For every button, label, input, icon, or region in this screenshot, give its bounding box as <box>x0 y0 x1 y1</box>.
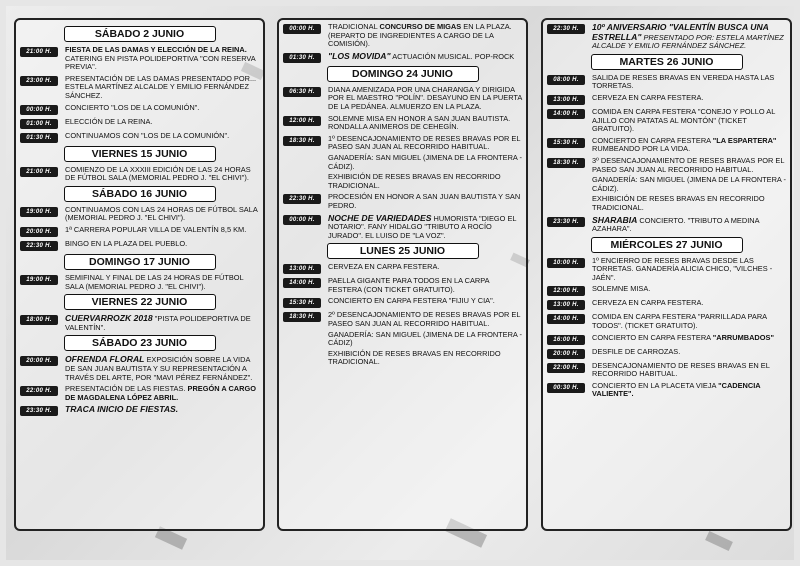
event-time-badge: 01:30 H. <box>20 133 58 143</box>
event-strong: FIESTA DE LAS DAMAS Y ELECCIÓN DE LA REINA. <box>65 45 247 54</box>
day-header: DOMINGO 17 JUNIO <box>64 254 216 270</box>
event-description <box>65 75 259 101</box>
event-text: DESFILE DE CARROZAS. <box>592 346 681 356</box>
event-time-badge: 22:30 H. <box>547 24 585 34</box>
event-presenter: PRESENTADO POR: ESTELA MARTÍNEZ ALCALDE Y EMILIO FERNÁNDEZ SÁNCHEZ. <box>592 32 784 51</box>
event-time-badge: 00:00 H. <box>283 24 321 34</box>
event-text: PROCESIÓN EN HONOR A SAN JUAN BAUTISTA Y SAN PEDRO. <box>328 192 521 210</box>
event-strong: "ARRUMBADOS" <box>712 332 774 342</box>
event-description <box>592 299 786 308</box>
event-time-badge: 18:30 H. <box>283 136 321 146</box>
event-time-badge: 14:00 H. <box>547 109 585 119</box>
day-header: MIÉRCOLES 27 JUNIO <box>591 237 743 253</box>
event-row <box>20 118 259 129</box>
event-description <box>65 118 259 127</box>
event-description <box>592 216 786 234</box>
event-row <box>283 263 522 274</box>
event-text: CATERING EN PISTA POLIDEPORTIVA "CON RESERVA PREVIA". <box>65 53 256 72</box>
event-description <box>328 297 522 306</box>
event-description <box>65 240 259 249</box>
event-description <box>592 74 786 91</box>
day-header: SÁBADO 16 JUNIO <box>64 186 216 202</box>
event-text: COMIDA EN CARPA FESTERA "CONEJO Y POLLO AL AJILLO CON PATATAS AL MONTÓN" (TICKET GRATUITO). <box>592 106 776 134</box>
event-text: PAELLA GIGANTE PARA TODOS EN LA CARPA FESTERA (CON TICKET GRATUITO). <box>328 276 490 294</box>
event-text: 2º DESENCAJONAMIENTO DE RESES BRAVAS POR EL PASEO SAN JUAN AL RECORRIDO HABITUAL. <box>328 310 521 329</box>
event-row <box>547 285 786 296</box>
event-text: CERVEZA EN CARPA FESTERA. <box>592 92 704 102</box>
event-row <box>283 311 522 367</box>
event-time-badge: 10:00 H. <box>547 258 585 268</box>
event-highlight: OFRENDA FLORAL <box>65 354 145 365</box>
event-time-badge: 06:30 H. <box>283 87 321 97</box>
event-text: CONCIERTO. <box>639 215 686 225</box>
event-row <box>547 299 786 310</box>
event-time-badge: 20:00 H. <box>20 227 58 237</box>
event-text: PRESENTACIÓN DE LAS FIESTAS. <box>65 384 186 394</box>
event-row <box>20 166 259 183</box>
event-row <box>547 137 786 154</box>
event-strong: "LA ESPARTERA" <box>712 135 777 145</box>
event-text: COMIENZO DE LA XXXIII EDICIÓN DE LAS 24 HORAS DE FÚTBOL SALA (MEMORIAL PEDRO J. "EL CHIVI"). <box>65 164 251 183</box>
event-description <box>592 257 786 283</box>
event-row <box>20 405 259 416</box>
event-time-badge: 19:00 H. <box>20 275 58 285</box>
event-text: 3º DESENCAJONAMIENTO DE RESES BRAVAS POR EL PASEO SAN JUAN AL RECORRIDO HABITUAL. <box>592 155 785 174</box>
event-text: PRESENTACIÓN DE LAS DAMAS PRESENTADO POR... ESTELA MARTÍNEZ ALCALDE Y EMILIO FERNÁNDEZ SÁNCHEZ. <box>65 73 257 100</box>
event-row <box>547 94 786 105</box>
event-description <box>592 382 786 399</box>
event-row <box>20 355 259 382</box>
event-strong: PREGÓN A CARGO DE MAGDALENA LÓPEZ ABRIL. <box>65 384 256 402</box>
event-subline: GANADERÍA: SAN MIGUEL (JIMENA DE LA FRONTERA - CÁDIZ). <box>328 152 522 171</box>
event-description <box>65 274 259 291</box>
event-text: 1ª CARRERA POPULAR VILLA DE VALENTÍN 8,5 KM. <box>65 224 247 234</box>
event-time-badge: 00:30 H. <box>547 383 585 393</box>
event-description <box>65 132 259 141</box>
event-row <box>547 216 786 234</box>
event-time-badge: 00:00 H. <box>20 105 58 115</box>
event-text: ACTUACIÓN MUSICAL. <box>392 51 473 61</box>
event-time-badge: 14:00 H. <box>283 278 321 288</box>
event-time-badge: 14:00 H. <box>547 314 585 324</box>
event-row <box>20 226 259 237</box>
event-description <box>328 115 522 132</box>
event-row <box>547 74 786 91</box>
event-description <box>65 355 259 382</box>
event-subline: GANADERÍA: SAN MIGUEL (JIMENA DE LA FRONTERA - CÁDIZ). <box>592 175 786 193</box>
day-header: VIERNES 15 JUNIO <box>64 146 216 162</box>
event-row <box>283 115 522 132</box>
event-row <box>547 334 786 345</box>
event-row <box>547 23 786 51</box>
event-description <box>592 334 786 343</box>
event-text: COMIDA EN CARPA FESTERA "PARRILLADA PARA TODOS". (TICKET GRATUITO). <box>592 312 767 331</box>
event-highlight: CUERVARROZK 2018 <box>65 313 153 324</box>
event-time-badge: 22:30 H. <box>20 241 58 251</box>
event-row <box>283 52 522 63</box>
event-row <box>547 348 786 359</box>
event-time-badge: 01:30 H. <box>283 53 321 63</box>
event-text: CONCIERTO EN CARPA FESTERA <box>592 332 711 342</box>
event-description <box>328 263 522 272</box>
event-time-badge: 22:00 H. <box>20 386 58 396</box>
event-description <box>592 348 786 357</box>
event-text: CONCIERTO EN LA PLACETA VIEJA <box>592 380 717 390</box>
event-time-badge: 15:30 H. <box>283 298 321 308</box>
event-description <box>328 86 522 112</box>
event-row <box>20 46 259 72</box>
event-text-extra: "TRIBUTO A MEDINA AZAHARA". <box>592 215 760 234</box>
event-text: CERVEZA EN CARPA FESTERA. <box>328 262 440 272</box>
program-sheet <box>6 6 794 560</box>
day-header: VIERNES 22 JUNIO <box>64 294 216 310</box>
event-row <box>283 86 522 112</box>
event-time-badge: 20:00 H. <box>20 356 58 366</box>
event-time-badge: 23:30 H. <box>20 406 58 416</box>
event-text-extra: EN LA PLAZA. (REPARTO DE INGREDIENTES A CARGO DE LA COMISIÓN). <box>328 22 512 49</box>
event-text: CONCIERTO EN CARPA FESTERA "FIJIU Y CIA". <box>328 296 495 306</box>
event-time-badge: 22:00 H. <box>547 363 585 373</box>
decor-shape <box>705 531 733 551</box>
event-time-badge: 21:00 H. <box>20 47 58 57</box>
event-time-badge: 08:00 H. <box>547 75 585 85</box>
event-description <box>592 108 786 134</box>
event-time-badge: 13:00 H. <box>283 264 321 274</box>
event-description <box>592 362 786 379</box>
column-right <box>541 18 792 531</box>
event-description <box>328 277 522 294</box>
event-row <box>20 132 259 143</box>
event-text: "PISTA POLIDEPORTIVA DE VALENTÍN". <box>65 314 251 332</box>
event-highlight: TRACA INICIO DE FIESTAS. <box>65 404 179 415</box>
event-row <box>20 385 259 402</box>
event-text: TRADICIONAL <box>328 22 378 31</box>
day-header: MARTES 26 JUNIO <box>591 54 743 70</box>
event-highlight: "LOS MOVIDA" <box>328 50 391 61</box>
event-row <box>547 257 786 283</box>
event-text: CONTINUAMOS CON "LOS DE LA COMUNIÓN". <box>65 130 230 140</box>
event-text: SEMIFINAL Y FINAL DE LAS 24 HORAS DE FÚTBOL SALA (MEMORIAL PEDRO J. "EL CHIVI"). <box>65 272 244 291</box>
event-time-badge: 23:30 H. <box>547 217 585 227</box>
day-header: LUNES 25 JUNIO <box>327 243 479 259</box>
event-time-badge: 19:00 H. <box>20 207 58 217</box>
event-time-badge: 12:00 H. <box>547 286 585 296</box>
event-text: SOLEMNE MISA EN HONOR A SAN JUAN BAUTISTA. RONDALLA ANIMEROS DE CEHEGÍN. <box>328 113 511 132</box>
event-description <box>328 311 522 367</box>
event-description <box>65 226 259 235</box>
event-text: HUMORISTA "DIEGO EL NOTARIO". FANY HIDALGO "TRIBUTO A ROCÍO JURADO". EL LUISO DE "LA VOZ". <box>328 213 517 240</box>
event-row <box>20 75 259 101</box>
event-text: DESENCAJONAMIENTO DE RESES BRAVAS EN EL RECORRIDO HABITUAL. <box>592 360 770 379</box>
event-row <box>20 274 259 291</box>
event-row <box>547 157 786 213</box>
event-text: EXPOSICIÓN SOBRE LA VIDA DE SAN JUAN BAUTISTA Y SU REPRESENTACIÓN A TRAVÉS DEL ARTE, POR "MAVI PÉREZ FERNÁNDEZ". <box>65 355 253 382</box>
event-highlight: 10º ANIVERSARIO "VALENTÍN BUSCA UNA ESTRELLA" <box>592 22 769 42</box>
event-time-badge: 21:00 H. <box>20 167 58 177</box>
event-time-badge: 12:00 H. <box>283 116 321 126</box>
event-row <box>283 193 522 210</box>
event-time-badge: 23:00 H. <box>20 76 58 86</box>
event-time-badge: 15:30 H. <box>547 138 585 148</box>
event-description <box>592 157 786 213</box>
event-description <box>65 46 259 72</box>
event-text: ELECCIÓN DE LA REINA. <box>65 116 153 126</box>
event-text: 1º ENCIERRO DE RESES BRAVAS DESDE LAS TORRETAS. GANADERÍA ALICIA CHICO, "VILCHES - JAÉN". <box>592 255 773 282</box>
event-text: CONTINUAMOS CON LAS 24 HORAS DE FÚTBOL SALA (MEMORIAL PEDRO J. "EL CHIVI"). <box>65 204 258 223</box>
event-text: CONCIERTO "LOS DE LA COMUNIÓN". <box>65 102 200 112</box>
event-description <box>65 166 259 183</box>
event-description <box>328 135 522 191</box>
event-text: SOLEMNE MISA. <box>592 284 651 294</box>
event-time-badge: 22:30 H. <box>283 194 321 204</box>
event-time-badge: 13:00 H. <box>547 300 585 310</box>
event-row <box>283 135 522 191</box>
event-subline: EXHIBICIÓN DE RESES BRAVAS EN RECORRIDO TRADICIONAL. <box>328 348 501 367</box>
event-description <box>328 23 522 49</box>
event-text: 1º DESENCAJONAMIENTO DE RESES BRAVAS POR EL PASEO SAN JUAN AL RECORRIDO HABITUAL. <box>328 133 521 152</box>
event-subline: EXHIBICIÓN DE RESES BRAVAS EN RECORRIDO TRADICIONAL. <box>328 172 501 190</box>
day-header: DOMINGO 24 JUNIO <box>327 66 479 82</box>
event-description <box>65 206 259 223</box>
event-description <box>65 385 259 402</box>
event-row <box>20 240 259 251</box>
column-left <box>14 18 265 531</box>
event-description <box>592 285 786 294</box>
event-description <box>328 193 522 210</box>
event-time-badge: 00:00 H. <box>283 215 321 225</box>
event-description <box>65 405 259 415</box>
event-time-badge: 18:00 H. <box>20 315 58 325</box>
event-row <box>20 206 259 223</box>
event-time-badge: 01:00 H. <box>20 119 58 129</box>
event-row <box>283 214 522 241</box>
event-time-badge: 13:00 H. <box>547 95 585 105</box>
event-highlight: SHARABIA <box>592 214 638 225</box>
event-description <box>592 137 786 154</box>
event-row <box>547 313 786 330</box>
event-subline: EXHIBICIÓN DE RESES BRAVAS EN RECORRIDO TRADICIONAL. <box>592 194 765 212</box>
event-row <box>20 314 259 332</box>
event-time-badge: 18:30 H. <box>547 158 585 168</box>
event-time-badge: 20:00 H. <box>547 349 585 359</box>
event-description <box>592 313 786 330</box>
event-row <box>547 382 786 399</box>
event-row <box>20 104 259 115</box>
event-row <box>547 362 786 379</box>
event-time-badge: 18:30 H. <box>283 312 321 322</box>
event-text: BINGO EN LA PLAZA DEL PUEBLO. <box>65 238 188 248</box>
event-description <box>65 314 259 332</box>
column-middle <box>277 18 528 531</box>
event-subline: GANADERÍA: SAN MIGUEL (JIMENA DE LA FRONTERA - CÁDIZ) <box>328 329 522 348</box>
event-description <box>592 94 786 103</box>
event-text-extra: RUMBEANDO POR LA VIDA. <box>592 144 691 154</box>
event-strong: "CADENCIA VALIENTE". <box>592 380 761 399</box>
event-text: CERVEZA EN CARPA FESTERA. <box>592 298 704 308</box>
event-row <box>283 277 522 294</box>
event-description <box>592 23 786 51</box>
event-text: DIANA AMENIZADA POR UNA CHARANGA Y DIRIGIDA POR EL MAESTRO "POLÍN". DESAYUNO EN LA PUERTA DE LA PEDÁNEA. ALMUERZO EN LA PLAZA. <box>328 84 522 111</box>
event-row <box>283 297 522 308</box>
day-header: SÁBADO 23 JUNIO <box>64 335 216 351</box>
event-highlight: NOCHE DE VARIEDADES <box>328 212 432 223</box>
event-description <box>328 214 522 241</box>
event-time-badge: 16:00 H. <box>547 335 585 345</box>
day-header: SÁBADO 2 JUNIO <box>64 26 216 42</box>
event-description <box>328 52 522 62</box>
event-text: SALIDA DE RESES BRAVAS EN VEREDA HASTA LAS TORRETAS. <box>592 72 775 91</box>
event-text-extra: POP-ROCK <box>474 51 515 61</box>
event-text: CONCIERTO EN CARPA FESTERA <box>592 135 711 145</box>
event-row <box>283 23 522 49</box>
event-row <box>547 108 786 134</box>
event-strong: CONCURSO DE MIGAS <box>379 22 462 31</box>
event-description <box>65 104 259 113</box>
